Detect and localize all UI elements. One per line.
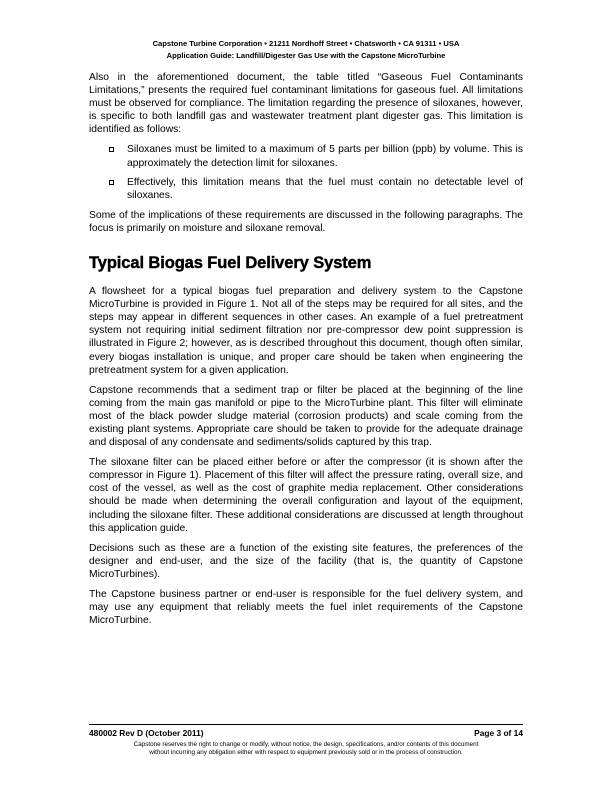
checkbox-bullet-icon (109, 180, 114, 185)
page-footer (89, 724, 523, 758)
body-paragraph: The siloxane filter can be placed either before or after the compressor (it is shown after the compressor in Figure 1). Placement of this filter will affect the pressure rating, overall size, and cost of the vessel, as well as the cost of graphite media replacement. Other considerations should be made when determining the overall configuration and layout of the equipment, including the siloxane filter. These additional considerations are discussed at length throughout this application guide. (89, 457, 523, 534)
section-heading: Typical Biogas Fuel Delivery System (89, 254, 372, 273)
body-paragraph: Capstone recommends that a sediment trap or filter be placed at the beginning of the line coming from the main gas manifold or pipe to the MicroTurbine plant. This filter will eliminate most of the black powder sludge material (corrosion products) and scale coming from the existing plant systems. Appropriate care should be taken to provide for the adequate drainage and disposal of any condensate and sediments/solids captured by this trap. (89, 384, 523, 449)
page-body (89, 71, 523, 634)
page-header (0, 38, 612, 62)
checkbox-bullet-icon (109, 147, 114, 152)
disclaimer-line: without incurring any obligation either with respect to equipment previously sold or in the process of construction. (149, 749, 463, 757)
intro-paragraph: Also in the aforementioned document, the table titled “Gaseous Fuel Contaminants Limitations,” presents the required fuel contaminant limitations for gaseous fuel. All limitations must be observed for compliance. The limitation regarding the presence of siloxanes, however, is specific to both landfill gas and wastewater treatment plant digester gas. This limitation is identified as follows: (89, 72, 523, 136)
limitation-list (89, 143, 523, 201)
header-guide-title: Application Guide: Landfill/Digester Gas Use with the Capstone MicroTurbine (166, 51, 446, 60)
body-paragraph: A flowsheet for a typical biogas fuel preparation and delivery system to the Capstone MicroTurbine is provided in Figure 1. Not all of the steps may be required for all sites, and the steps may appear in different sequences in other cases. An example of a fuel pretreatment system not requiring initial sediment filtration nor pre-compressor dew point suppression is illustrated in Figure 2; however, as is described throughout this document, though often similar, every biogas installation is unique, and proper care should be taken when engineering the pretreatment system for a given application. (89, 286, 523, 376)
footer-row (89, 728, 523, 739)
body-paragraph: The Capstone business partner or end-user is responsible for the fuel delivery system, and may use any equipment that reliably meets the fuel inlet requirements of the Capstone MicroTurbine. (89, 589, 523, 627)
footer-disclaimer (89, 741, 523, 758)
page-number: Page 3 of 14 (474, 728, 523, 738)
header-address: Capstone Turbine Corporation • 21211 Nordhoff Street • Chatsworth • CA 91311 • USA (152, 39, 460, 48)
disclaimer-line: Capstone reserves the right to change or modify, without notice, the design, specifications, and/or contents of this document (133, 741, 479, 748)
implications-paragraph: Some of the implications of these requirements are discussed in the following paragraphs. The focus is primarily on moisture and siloxane removal. (89, 209, 523, 234)
list-item-text: Effectively, this limitation means that the fuel must contain no detectable level of siloxanes. (127, 176, 523, 201)
body-paragraph: Decisions such as these are a function of the existing site features, the preferences of the designer and end-user, and the size of the facility (that is, the quantity of Capstone MicroTurbines). (89, 542, 523, 580)
list-item (89, 176, 523, 202)
list-item-text: Siloxanes must be limited to a maximum of 5 parts per billion (ppb) by volume. This is approximately the detection limit for siloxanes. (127, 144, 523, 169)
list-item (89, 143, 523, 169)
document-id: 480002 Rev D (October 2011) (89, 728, 204, 738)
